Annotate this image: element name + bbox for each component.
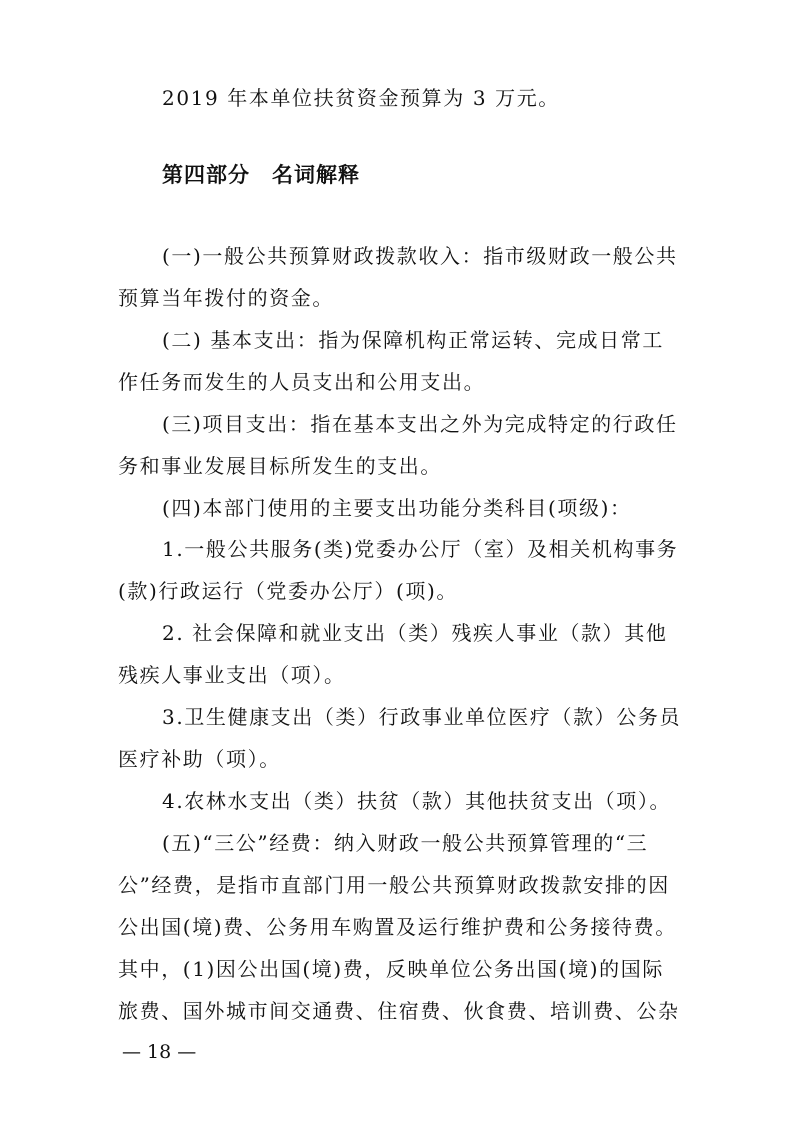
text-line: (一)一般公共预算财政拨款收入：指市级财政一般公共: [162, 244, 678, 268]
section-heading: 第四部分 名词解释: [162, 163, 360, 187]
text-line: 2. 社会保障和就业支出（类）残疾人事业（款）其他: [162, 621, 668, 645]
text-line: 3.卫生健康支出（类）行政事业单位医疗（款）公务员: [162, 705, 682, 729]
text-line: (二) 基本支出：指为保障机构正常运转、完成日常工: [162, 328, 664, 352]
text-line: (款)行政运行（党委办公厅）(项)。: [118, 579, 459, 603]
text-line: 医疗补助（项）。: [118, 747, 281, 771]
text-line: 预算当年拨付的资金。: [118, 286, 334, 310]
text-line: 务和事业发展目标所发生的支出。: [118, 454, 442, 478]
paragraph-budget-line: 2019 年本单位扶贫资金预算为 3 万元。: [162, 86, 560, 110]
text-line: 其中，(1)因公出国(境)费，反映单位公务出国(境)的国际: [118, 957, 664, 981]
text-line: 残疾人事业支出（项）。: [118, 663, 346, 687]
text-line: 旅费、国外城市间交通费、住宿费、伙食费、培训费、公杂: [118, 999, 680, 1023]
text-line: 1.一般公共服务(类)党委办公厅（室）及相关机构事务: [162, 537, 679, 561]
text-line: 公出国(境)费、公务用车购置及运行维护费和公务接待费。: [118, 915, 677, 939]
text-line: 4.农林水支出（类）扶贫（款）其他扶贫支出（项）。: [162, 789, 672, 813]
text-line: 公”经费，是指市直部门用一般公共预算财政拨款安排的因: [118, 873, 670, 897]
text-line: (四)本部门使用的主要支出功能分类科目(项级)：: [162, 496, 632, 520]
text-line: (三)项目支出：指在基本支出之外为完成特定的行政任: [162, 412, 678, 436]
text-line: 作任务而发生的人员支出和公用支出。: [118, 370, 486, 394]
text-line: (五)“三公”经费：纳入财政一般公共预算管理的“三: [162, 831, 649, 855]
page-number: — 18 —: [122, 1041, 197, 1063]
